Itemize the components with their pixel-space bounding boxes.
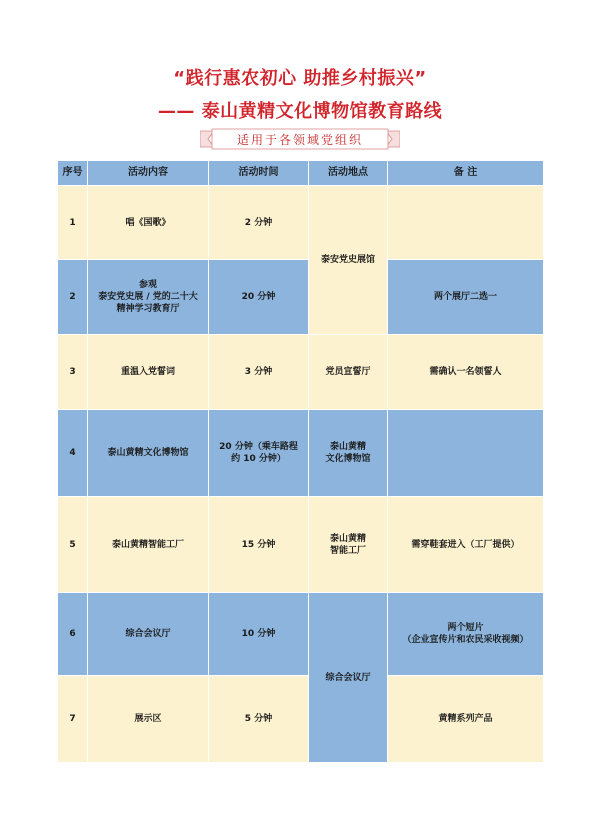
row-content: 展示区 — [88, 676, 209, 763]
row-place — [309, 410, 388, 497]
row-content: 泰山黄精文化博物馆 — [88, 410, 209, 497]
row-no: 2 — [58, 260, 88, 335]
row-time-line: 20 分钟（乘车路程 — [219, 442, 298, 452]
ribbon-banner — [200, 128, 400, 150]
row-no: 6 — [58, 593, 88, 676]
row-content: 唱《国歌》 — [88, 186, 209, 260]
row-place-line: 文化博物馆 — [325, 454, 371, 464]
row-note: 需确认一名领誓人 — [388, 335, 544, 410]
row-time-line: 约 10 分钟） — [231, 454, 286, 464]
row-time: 2 分钟 — [209, 186, 309, 260]
table-row — [58, 260, 544, 335]
row-content: 重温入党誓词 — [88, 335, 209, 410]
header-time: 活动时间 — [209, 161, 309, 186]
header-content: 活动内容 — [88, 161, 209, 186]
row-note-line: （企业宣传片和农民采收视频） — [402, 635, 529, 645]
table-row — [58, 676, 544, 763]
title-line-1: “践行惠农初心 助推乡村振兴” — [173, 68, 427, 89]
table-row — [58, 497, 544, 593]
table-row — [58, 410, 544, 497]
row-no: 4 — [58, 410, 88, 497]
row-note — [388, 593, 544, 676]
row-content-line: 精神学习教育厅 — [116, 304, 180, 314]
row-content: 综合会议厅 — [88, 593, 209, 676]
row-time: 15 分钟 — [209, 497, 309, 593]
row-note: 两个展厅二选一 — [388, 260, 544, 335]
row-content: 泰山黄精智能工厂 — [88, 497, 209, 593]
row-no: 7 — [58, 676, 88, 763]
row-note: 需穿鞋套进入（工厂提供） — [388, 497, 544, 593]
row-time — [209, 410, 309, 497]
row-time: 10 分钟 — [209, 593, 309, 676]
row-note: 黄精系列产品 — [388, 676, 544, 763]
title-line-2: —— 泰山黄精文化博物馆教育路线 — [157, 101, 443, 122]
row-place: 综合会议厅 — [309, 593, 388, 763]
table-row — [58, 186, 544, 260]
row-no: 5 — [58, 497, 88, 593]
row-place-line: 智能工厂 — [329, 545, 366, 556]
table-row — [58, 593, 544, 676]
row-no: 1 — [58, 186, 88, 260]
ribbon-text: 适用于各领域党组织 — [236, 133, 363, 147]
row-content-line: 泰安党史展 / 党的二十大 — [98, 292, 198, 302]
table-row — [58, 335, 544, 410]
row-place — [309, 497, 388, 593]
header-note: 备 注 — [388, 161, 544, 186]
row-place: 党员宣誓厅 — [309, 335, 388, 410]
row-time: 20 分钟 — [209, 260, 309, 335]
row-place-line: 泰山黄精 — [329, 533, 366, 544]
row-note-line: 两个短片 — [447, 623, 484, 633]
row-note — [388, 410, 544, 497]
header-place: 活动地点 — [309, 161, 388, 186]
row-place-line: 泰山黄精 — [329, 442, 366, 452]
itinerary-table — [57, 160, 544, 763]
row-time: 3 分钟 — [209, 335, 309, 410]
row-place: 泰安党史展馆 — [309, 186, 388, 335]
row-content — [88, 260, 209, 335]
header-no: 序号 — [58, 161, 88, 186]
row-no: 3 — [58, 335, 88, 410]
row-content-line: 参观 — [138, 280, 157, 290]
row-time: 5 分钟 — [209, 676, 309, 763]
row-note — [388, 186, 544, 260]
table-header-row — [58, 161, 544, 186]
